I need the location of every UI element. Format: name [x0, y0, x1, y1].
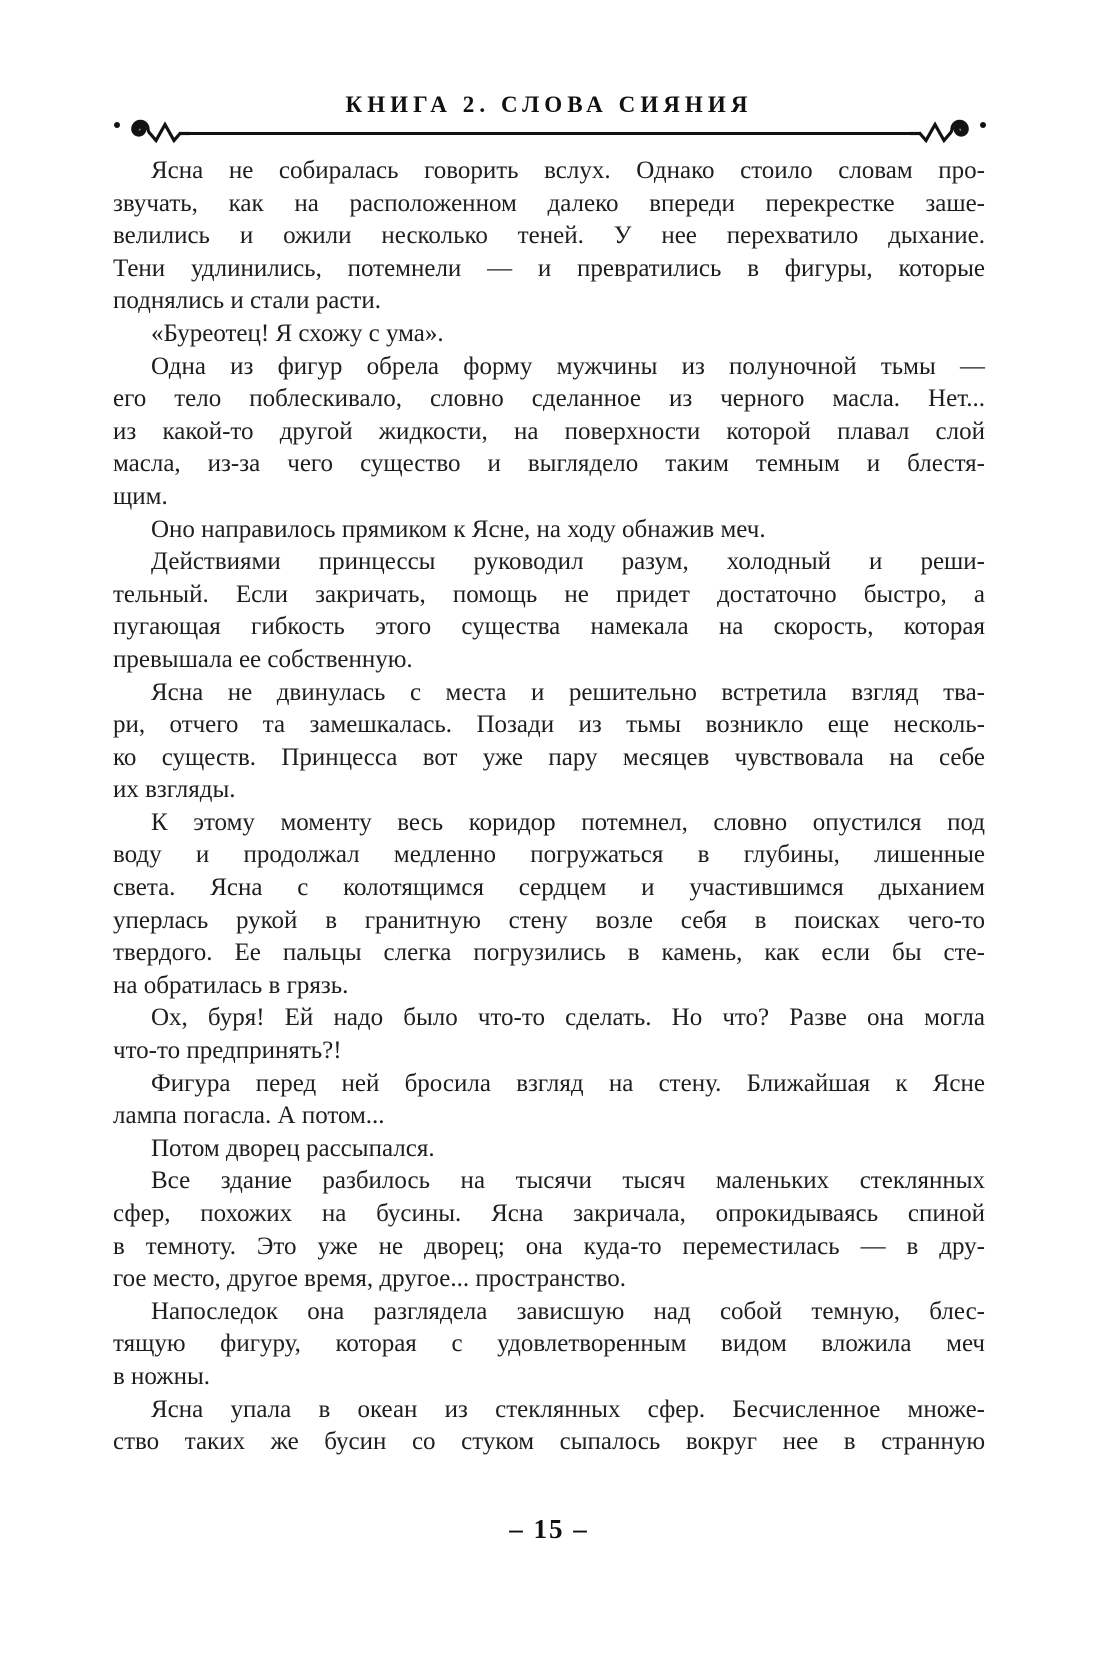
running-header-title: КНИГА 2. СЛОВА СИЯНИЯ — [345, 92, 753, 117]
text-line: Действиями принцессы руководил разум, холодный и реши- — [151, 548, 985, 576]
text-line: Фигура перед ней бросила взгляд на стену. Ближайшая к Ясне — [151, 1069, 985, 1097]
text-line: масла, из-за чего существо и выглядело таким темным и блестя- — [113, 450, 985, 478]
text-line: на обратилась в грязь. — [113, 971, 349, 999]
text-line: Ох, буря! Ей надо было что-то сделать. Но что? Разве она могла — [151, 1004, 985, 1032]
text-line: уперлась рукой в гранитную стену возле себя в поисках чего-то — [113, 906, 985, 934]
scroll-flourish-icon — [910, 112, 990, 152]
text-line: Потом дворец рассыпался. — [151, 1134, 435, 1162]
ornamental-rule — [110, 112, 990, 152]
text-line: света. Ясна с колотящимся сердцем и участившимся дыханием — [113, 874, 985, 902]
text-line: поднялись и стали расти. — [113, 287, 381, 315]
text-line: ри, отчего та замешкалась. Позади из тьмы возникло еще несколь- — [113, 711, 985, 739]
text-line: пугающая гибкость этого существа намекала на скорость, которая — [113, 613, 985, 641]
text-line: тельный. Если закричать, помощь не придет достаточно быстро, а — [113, 580, 985, 608]
text-line: Тени удлинились, потемнели — и превратились в фигуры, которые — [113, 254, 985, 282]
text-line: Все здание разбилось на тысячи тысяч маленьких стеклянных — [151, 1167, 985, 1195]
text-line: из какой-то другой жидкости, на поверхности которой плавал слой — [113, 417, 985, 445]
scroll-flourish-icon — [110, 112, 190, 152]
text-line: тящую фигуру, которая с удовлетворенным видом вложила меч — [113, 1330, 985, 1358]
text-line: К этому моменту весь коридор потемнел, словно опустился под — [151, 808, 985, 836]
text-line: ство таких же бусин со стуком сыпалось вокруг нее в странную — [113, 1428, 985, 1456]
text-line: что-то предпринять?! — [113, 1037, 342, 1065]
text-line: его тело поблескивало, словно сделанное из черного масла. Нет... — [113, 385, 985, 413]
text-line: Ясна упала в океан из стеклянных сфер. Бесчисленное множе- — [151, 1395, 985, 1423]
text-line: воду и продолжал медленно погружаться в глубины, лишенные — [113, 841, 985, 869]
text-line: щим. — [113, 482, 168, 510]
text-line: звучать, как на расположенном далеко впереди перекрестке заше- — [113, 189, 985, 217]
text-line: Оно направилось прямиком к Ясне, на ходу обнажив меч. — [151, 515, 766, 543]
text-line: ко существ. Принцесса вот уже пару месяцев чувствовала на себе — [113, 743, 985, 771]
page-number: – 15 – — [509, 1514, 589, 1544]
text-line: в темноту. Это уже не дворец; она куда-то переместилась — в дру- — [113, 1232, 985, 1260]
text-line: лампа погасла. А потом... — [113, 1102, 385, 1130]
text-line: велились и ожили несколько теней. У нее перехватило дыхание. — [113, 222, 985, 250]
text-line: гое место, другое время, другое... пространство. — [113, 1265, 627, 1293]
text-line: «Буреотец! Я схожу с ума». — [151, 319, 444, 347]
text-line: Напоследок она разглядела зависшую над собой темную, блес- — [151, 1297, 985, 1325]
text-line: Ясна не собиралась говорить вслух. Однако стоило словам про- — [151, 157, 985, 184]
text-line: в ножны. — [113, 1362, 211, 1390]
text-line: Одна из фигур обрела форму мужчины из полуночной тьмы — — [151, 352, 985, 380]
body-text-column — [113, 155, 985, 1459]
text-line: превышала ее собственную. — [113, 645, 413, 673]
text-line: их взгляды. — [113, 776, 236, 804]
rule-line — [186, 132, 914, 135]
text-line: твердого. Ее пальцы слегка погрузились в камень, как если бы сте- — [113, 939, 985, 967]
text-line: сфер, похожих на бусины. Ясна закричала, опрокидываясь спиной — [113, 1200, 985, 1227]
text-line: Ясна не двинулась с места и решительно встретила взгляд тва- — [151, 678, 985, 706]
